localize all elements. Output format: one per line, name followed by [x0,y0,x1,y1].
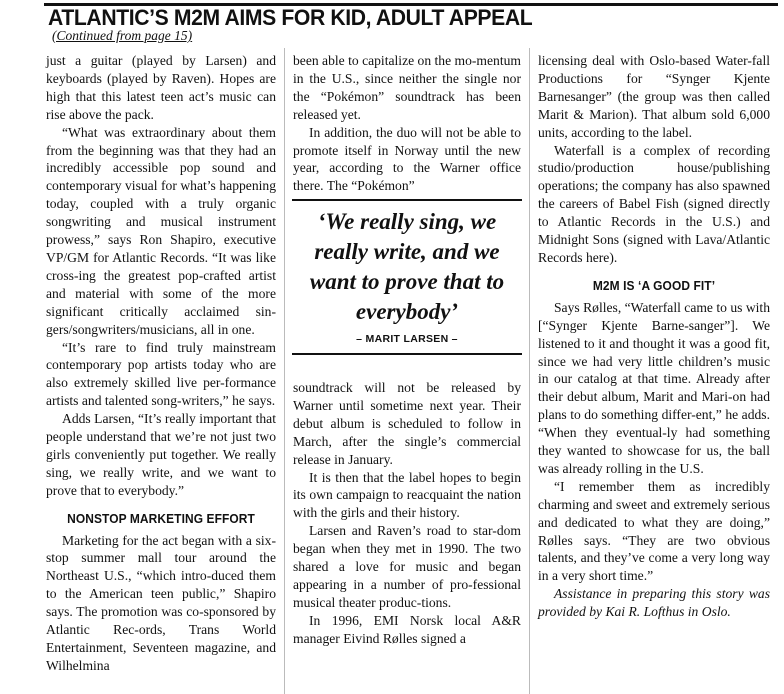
paragraph: Marketing for the act began with a six-stop summer mall tour around the Northeast U.S., “which intro-duced them to the American teen public,” Shapiro says. The promotion was co-sponsored by Atlantic Rec-ords, Trans World Entertainment, Seventeen magazine, and Wilhelmina [46,532,276,673]
paragraph: Says Rølles, “Waterfall came to us with [“Synger Kjente Barne-sanger”]. We listened to it and thought it was a good fit, since we had very little children’s music in our catalog at that time. Already after their debut album, Marit and Mari-on had plans to do something differ-ent,” he adds. “When they eventual-ly had something they wanted to showcase for us, the ball was already rolling in the U.S. [538,299,770,476]
headline: ATLANTIC’S M2M AIMS FOR KID, ADULT APPEAL [48,5,533,30]
column-2-bottom [293,379,521,648]
column-1 [46,52,276,675]
paragraph: Larsen and Raven’s road to star-dom began when they met in 1990. The two shared a love for music and began appearing in a number of pro-fessional musical theater produc-tions. [293,523,521,610]
paragraph: It is then that the label hopes to begin its own campaign to reacquaint the nation with the girls and their history. [293,469,521,521]
paragraph: soundtrack will not be released by Warner until sometime next year. Their debut album is scheduled to follow in March, after the single’s commercial release in January. [293,380,521,467]
paragraph: Adds Larsen, “It’s really important that people understand that we’re not just two girls conveniently put together. We really sing, we really write, and we want to prove that to everybody.” [46,411,276,498]
paragraph: “It’s rare to find truly mainstream contemporary pop artists today who are also extremely skilled live per-formance artists and talented song-writers,” he says. [46,339,276,409]
continued-from-link[interactable]: (Continued from page 15) [52,28,193,43]
story-credit: Assistance in preparing this story was provided by Kai R. Lofthus in Oslo. [538,586,770,620]
section-subhead: M2M IS ‘A GOOD FIT’ [592,277,716,293]
paragraph: licensing deal with Oslo-based Water-fall Productions for “Synger Kjente Barnesanger” (the group was then called Marit & Marion). That album sold 6,000 units, according to the label. [538,53,770,140]
paragraph: In addition, the duo will not be able to promote itself in Norway until the new year, according to the Warner office there. The “Pokémon” [293,124,521,194]
pull-quote-text: ‘We really sing, we really write, and we want to prove that to everybody’ [309,209,505,324]
section-subhead: NONSTOP MARKETING EFFORT [67,510,255,526]
column-3 [538,52,770,621]
pull-quote [292,199,522,355]
column-divider [529,48,530,694]
paragraph: just a guitar (played by Larsen) and keyboards (played by Raven). Hopes are high that this latest teen act’s music can rise above the pack. [46,53,276,122]
paragraph: “I remember them as incredibly charming and sweet and extremely serious and dedicated to what they are doing,” Rølles says. “They are two obvious talents, and they’ve come a very long way in a very short time.” [538,478,770,584]
column-divider [284,48,285,694]
paragraph: Waterfall is a complex of recording studio/production house/publishing operations; the company has also spawned the careers of Babel Fish (signed directly to Atlantic Records in the U.S.) and Midnight Sons (signed with Lava/Atlantic Records here). [538,142,770,265]
paragraph: “What was extraordinary about them from the beginning was that they had an incredibly accessible pop sound and contemporary visual for what’s happening today, coupled with a truly organic songwriting and musical instrument prowess,” says Ron Shapiro, executive VP/GM for Atlantic Records. “It was like cross-ing the greatest pop-crafted artist and material with some of the more significant critically acclaimed sin-gers/songwriters/musicians, all in one. [46,124,276,337]
paragraph: In 1996, EMI Norsk local A&R manager Eivind Rølles signed a [293,612,521,646]
paragraph: been able to capitalize on the mo-mentum in the U.S., since neither the single nor the “Pokémon” soundtrack has been released yet. [293,53,521,122]
pull-quote-attribution: – MARIT LARSEN – [356,333,458,345]
column-2-top [293,52,521,195]
